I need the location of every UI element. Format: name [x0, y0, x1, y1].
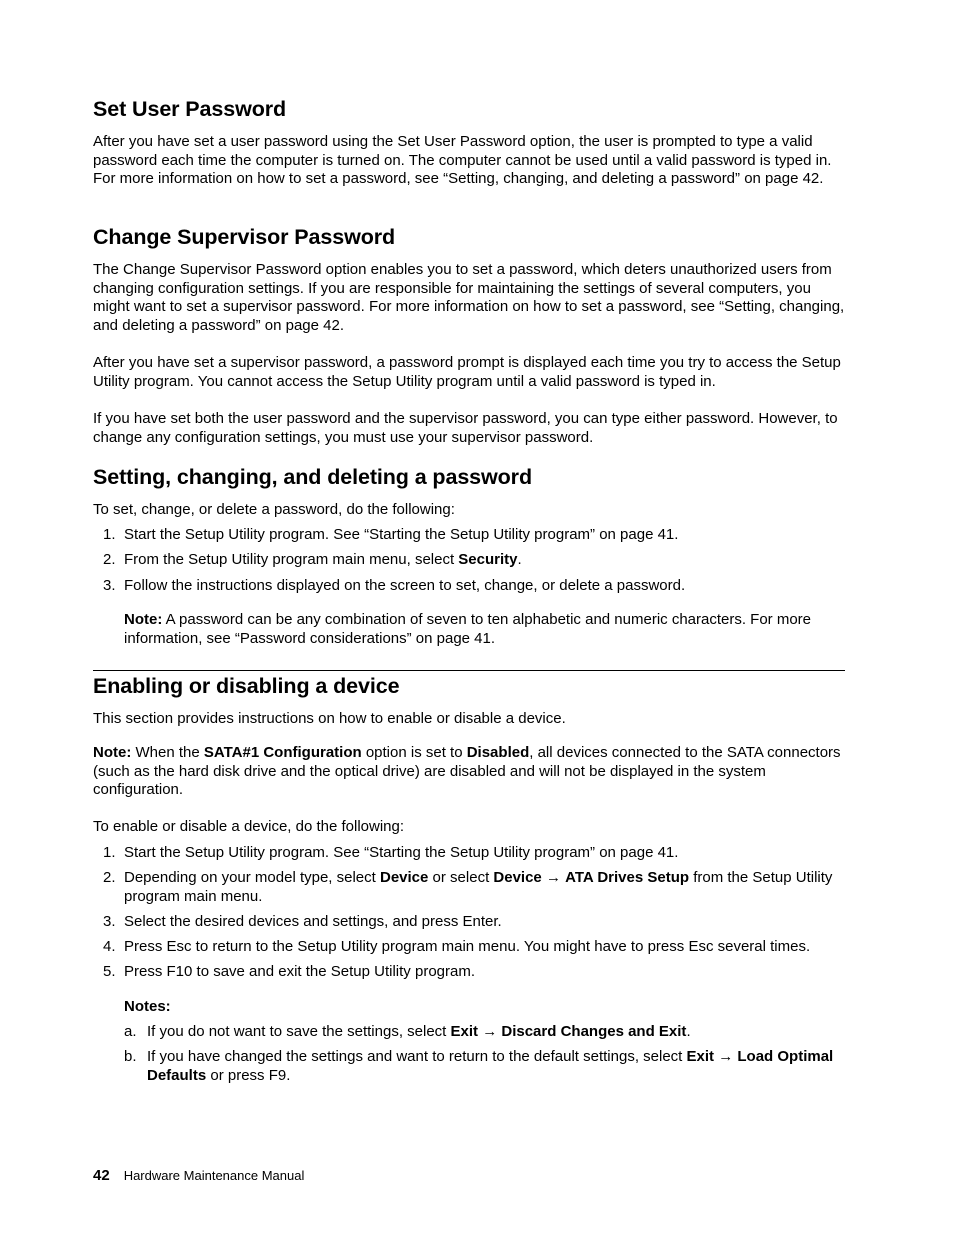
arrow-icon: → [714, 1048, 738, 1065]
paragraph-supervisor-1: The Change Supervisor Password option enables you to set a password, which deters unauthorized users from changing configuration settings. If you are responsible for maintaining the settings of several computers, you might want to set a supervisor password. For more information on how to set a password, see “Setting, changing, and deleting a password” on page 42. [93, 261, 845, 334]
section-divider [93, 670, 845, 671]
list-text: Select the desired devices and settings, and press Enter. [124, 913, 502, 930]
page-footer [93, 1167, 304, 1184]
list-number: 5. [103, 963, 116, 980]
heading-change-supervisor-password: Change Supervisor Password [93, 225, 396, 249]
list-text: Press Esc to return to the Setup Utility program main menu. You might have to press Esc several times. [124, 938, 811, 955]
list-text: Press F10 to save and exit the Setup Utility program. [124, 963, 475, 980]
list-text: If you have changed the settings and want to return to the default settings, select Exit → Load Optimal Defaults or press F9. [147, 1048, 834, 1084]
list-number: 3. [103, 913, 116, 930]
list-text: Follow the instructions displayed on the screen to set, change, or delete a password. [124, 577, 686, 594]
note-label: Note: [124, 611, 163, 628]
arrow-icon: → [541, 869, 566, 886]
note-sata: Note: When the SATA#1 Configuration option is set to Disabled, all devices connected to the SATA connectors (such as the hard disk drive and the optical drive) are disabled and will not be displayed in the system configuration. [93, 744, 841, 799]
list-number: 2. [103, 551, 116, 568]
notes-label: Notes: [124, 998, 171, 1015]
list-text: If you do not want to save the settings, select Exit → Discard Changes and Exit. [147, 1023, 691, 1040]
note-label: Note: [93, 744, 132, 761]
paragraph-enabling-intro-2: To enable or disable a device, do the following: [93, 818, 405, 835]
note-text: A password can be any combination of seven to ten alphabetic and numeric characters. For more information, see “Password considerations” on page 41. [124, 611, 812, 647]
paragraph-enabling-intro: This section provides instructions on how to enable or disable a device. [93, 710, 566, 727]
list-text: Start the Setup Utility program. See “Starting the Setup Utility program” on page 41. [124, 844, 679, 861]
list-text: Depending on your model type, select Device or select Device → ATA Drives Setup from the Setup Utility program main menu. [124, 869, 833, 905]
heading-setting-password: Setting, changing, and deleting a password [93, 465, 532, 489]
heading-enabling-device: Enabling or disabling a device [93, 674, 400, 698]
paragraph-setting-intro: To set, change, or delete a password, do the following: [93, 501, 455, 518]
manual-title: Hardware Maintenance Manual [123, 1168, 305, 1183]
list-text: From the Setup Utility program main menu, select Security. [124, 551, 522, 568]
heading-set-user-password: Set User Password [93, 97, 287, 121]
list-text: Start the Setup Utility program. See “Starting the Setup Utility program” on page 41. [124, 526, 679, 543]
list-number: 3. [103, 577, 116, 594]
list-number: 2. [103, 869, 116, 886]
paragraph-supervisor-2: After you have set a supervisor password, a password prompt is displayed each time you try to access the Setup Utility program. You cannot access the Setup Utility program until a valid password is typed in. [93, 354, 841, 390]
page-number: 42 [93, 1167, 110, 1184]
list-number: 4. [103, 938, 116, 955]
paragraph-supervisor-3: If you have set both the user password and the supervisor password, you can type either password. However, to change any configuration settings, you must use your supervisor password. [93, 410, 838, 446]
arrow-icon: → [478, 1023, 502, 1040]
list-letter: b. [124, 1048, 137, 1065]
menu-term-security: Security [458, 551, 518, 568]
list-number: 1. [103, 526, 116, 543]
list-number: 1. [103, 844, 116, 861]
paragraph-set-user-password: After you have set a user password using the Set User Password option, the user is prompted to type a valid password each time the computer is turned on. The computer cannot be used until a valid password is typed in. For more information on how to set a password, see “Setting, changing, and deleting a password” on page 42. [93, 133, 832, 188]
list-letter: a. [124, 1023, 137, 1040]
